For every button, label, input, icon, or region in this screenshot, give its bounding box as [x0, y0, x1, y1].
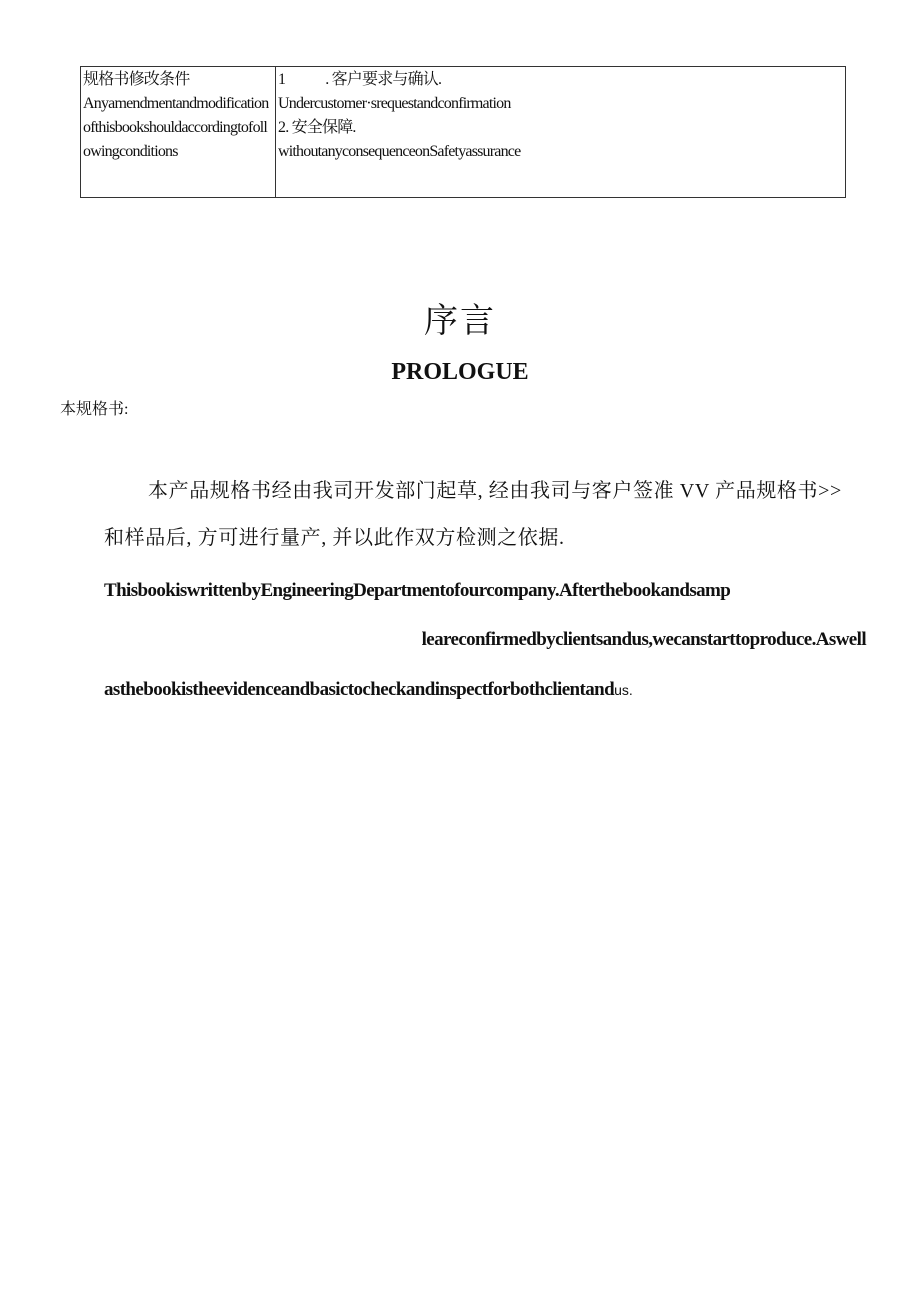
prologue-title-cn: 序言	[424, 303, 496, 340]
condition-item-2-cn: 2. 安全保障.	[278, 119, 356, 136]
condition-item-1-text: . 客户要求与确认.	[325, 71, 442, 88]
conditions-label-cell	[81, 67, 276, 198]
paragraph-cn-line-1: 本产品规格书经由我司开发部门起草, 经由我司与客户签准 VV 产品规格书>>	[148, 480, 842, 502]
condition-item-1-cn	[278, 68, 843, 92]
paragraph-cn-line-2: 和样品后, 方可进行量产, 并以此作双方检测之依据.	[104, 527, 565, 549]
conditions-label-en: Anyamendmentandmodificationofthisbookshouldaccordingtofollowingconditions	[83, 95, 269, 160]
conditions-items-cell	[276, 67, 846, 198]
paragraph-en-line-1: ThisbookiswrittenbyEngineeringDepartmentofourcompany.Afterthebookandsamp	[104, 580, 731, 601]
condition-item-2-en: withoutanyconsequenceonSafetyassurance	[278, 143, 521, 160]
table-row	[81, 67, 846, 198]
conditions-table	[80, 66, 846, 198]
prologue-title-en: PROLOGUE	[391, 359, 529, 385]
conditions-label-cn: 规格书修改条件	[83, 71, 190, 88]
condition-item-1-en: Undercustomer·srequestandconfirmation	[278, 95, 511, 112]
paragraph-en-line-3	[104, 677, 633, 703]
condition-item-1-number: 1	[278, 71, 286, 88]
paragraph-en-line-3-tail: us.	[614, 682, 633, 698]
paragraph-en-line-2: leareconfirmedbyclientsandus,wecanstarttoproduce.Aswell	[421, 629, 866, 650]
paragraph-en-line-3-main: asthebookistheevidenceandbasictocheckandinspectforbothclientand	[104, 679, 615, 700]
prologue-intro: 本规格书:	[60, 401, 129, 418]
